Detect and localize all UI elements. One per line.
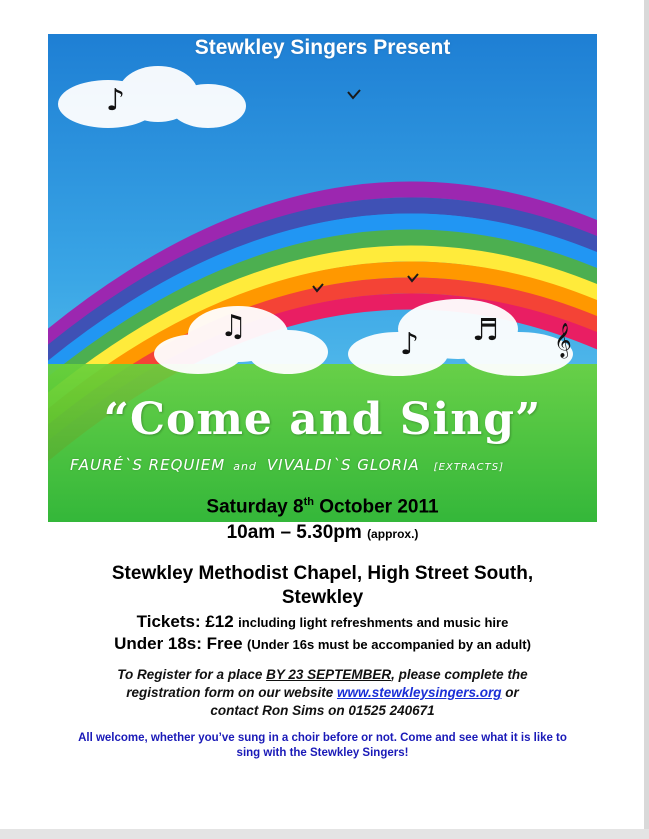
treble-clef-icon: 𝄞: [554, 323, 572, 358]
register-text: , please complete the: [391, 667, 528, 682]
register-line-2: [48, 684, 597, 702]
register-text: or: [501, 685, 519, 700]
work-vivaldi: VIVALDI`S GLORIA: [266, 456, 420, 474]
time-approx: (approx.): [367, 527, 419, 541]
rainbow-artwork: [48, 34, 597, 522]
event-date: [48, 496, 597, 518]
music-note-icon: ♪: [400, 327, 420, 362]
rainbow-illustration: [48, 34, 597, 522]
under18-info: [48, 634, 597, 654]
event-time: [48, 522, 597, 544]
music-note-icon: ♪: [106, 83, 126, 118]
works-line: [70, 456, 590, 474]
presenter-heading: Stewkley Singers Present: [194, 36, 451, 59]
registration-info: [48, 666, 597, 720]
register-line-1: [48, 666, 597, 684]
date-day: Saturday 8: [206, 496, 304, 518]
date-suffix: th: [303, 496, 314, 508]
tickets-note: including light refreshments and music hire: [238, 615, 509, 630]
welcome-message: All welcome, whether you’ve sung in a choir before or not. Come and see what it is like to sing with the Stewkley Singers!: [78, 732, 567, 759]
date-rest: October 2011: [313, 496, 439, 518]
under18-price: Under 18s: Free: [114, 634, 243, 653]
venue-line-2: Stewkley: [281, 587, 364, 608]
work-faure: FAURÉ`S REQUIEM: [70, 456, 226, 474]
under18-note: (Under 16s must be accompanied by an adult): [247, 637, 531, 652]
event-title: “Come and Sing”: [103, 394, 542, 445]
venue-line-1: Stewkley Methodist Chapel, High Street South,: [111, 563, 534, 584]
register-deadline: BY 23 SEPTEMBER: [266, 667, 392, 682]
contact-line: contact Ron Sims on 01525 240671: [210, 703, 435, 718]
music-notes-icon: ♫: [220, 309, 247, 344]
tickets-price: Tickets: £12: [136, 612, 234, 631]
work-join: and: [233, 460, 257, 473]
music-notes-icon: ♬: [472, 313, 499, 348]
time-range: 10am – 5.30pm: [226, 522, 362, 543]
venue: [48, 562, 597, 610]
page-edge: [644, 0, 649, 839]
tickets-info: [48, 612, 597, 632]
register-text: To Register for a place: [117, 667, 267, 682]
register-text: registration form on our website: [126, 685, 337, 700]
website-link[interactable]: www.stewkleysingers.org: [336, 685, 502, 700]
extracts-note: [EXTRACTS]: [433, 462, 504, 473]
page-edge: [0, 829, 649, 839]
